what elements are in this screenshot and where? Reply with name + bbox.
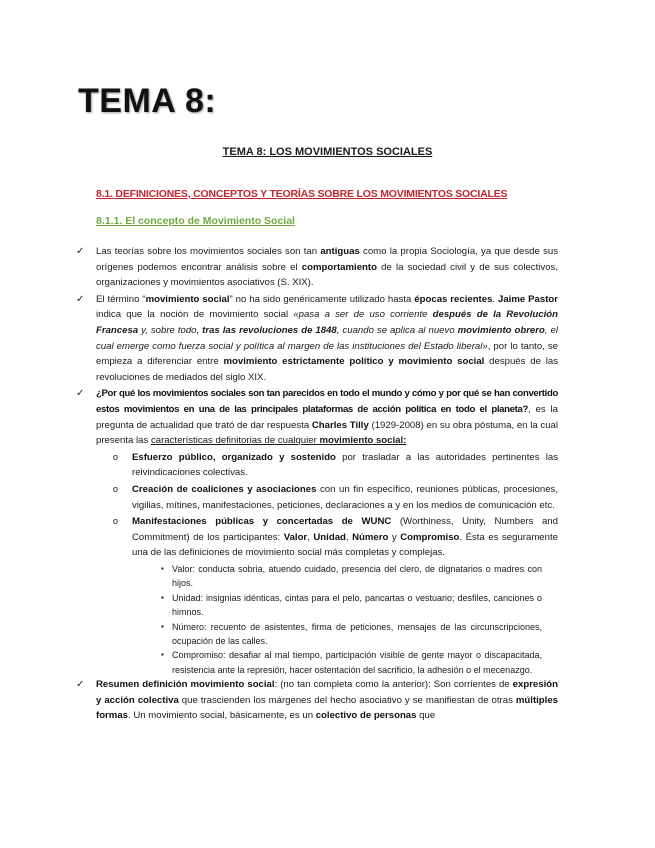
wunc-list: [161, 562, 542, 677]
underlined-bold-run: movimiento social:: [319, 435, 407, 447]
circle-bullet-icon: o: [113, 516, 119, 527]
list-item: [113, 482, 559, 513]
bold-run: Esfuerzo público, organizado y sostenido: [132, 451, 336, 463]
text-run: que: [416, 710, 436, 722]
document-subtitle: TEMA 8: LOS MOVIMIENTOS SOCIALES: [222, 146, 433, 158]
bold-run: múltiples formas: [96, 694, 559, 722]
text-run: Compromiso: desafiar al mal tiempo, participación visible de gente mayor o discapacitada, resistencia ante la represión, hacer ostentación del sacrificio, la adhesión o el mecenazgo.: [172, 650, 542, 675]
quote-run: , cuando se aplica al nuevo: [336, 324, 458, 336]
text-run: con un fin específico, reuniones públicas, procesiones, vigilias, mítines, manifestaciones, peticiones, declaraciones a y en los medios de comunicación etc.: [132, 483, 559, 511]
text-run: ” no ha sido genéricamente utilizado hasta: [229, 293, 415, 305]
text-run: de la sociedad civil y de sus colectivos, organizaciones y movimientos asociativos (S. XIX).: [96, 261, 558, 289]
quote-run: «pasa a ser de uso corriente: [293, 309, 433, 321]
bold-run: Resumen definición movimiento social: [96, 679, 275, 691]
list-item: [113, 514, 558, 561]
list-item: [161, 591, 542, 620]
text-run: después de las revoluciones de mediados del siglo XIX.: [96, 356, 558, 383]
quote-bold-run: movimiento obrero: [457, 324, 545, 336]
text-run: , por lo tanto, se empieza a diferenciar entre: [96, 340, 558, 368]
circle-bullet-icon: o: [113, 483, 119, 494]
author-name: Charles Tilly: [311, 419, 369, 431]
quote-run: y, sobre todo,: [138, 324, 203, 336]
bold-run: movimiento social: [145, 293, 230, 305]
bold-run: expresión y acción colectiva: [96, 679, 558, 706]
quote-bold-run: tras las revoluciones de 1848: [202, 324, 337, 336]
list-item: [113, 450, 558, 481]
square-bullet-icon: ▪: [161, 650, 164, 660]
list-item: [161, 562, 542, 591]
bold-run: movimiento estrictamente político y movimiento social: [223, 356, 485, 368]
text-run: y: [388, 531, 401, 543]
text-run: por trasladar a las autoridades pertinentes las reivindicaciones colectivas.: [132, 451, 558, 479]
bold-run: Compromiso: [400, 531, 460, 543]
list-item: [161, 648, 542, 677]
circle-bullet-icon: o: [113, 451, 119, 462]
text-run: Unidad: insignias idénticas, cintas para el pelo, pancartas o vestuario; desfiles, canciones o himnos.: [172, 592, 542, 618]
bold-run: ¿Por qué los movimientos sociales son tan parecidos en todo el mundo y cómo y por qué se han convertido estos movimientos en una de las principales plataformas de acción política en todo el planeta?: [96, 388, 558, 415]
checkmark-icon: ✓: [76, 246, 85, 257]
main-title: TEMA 8:: [78, 82, 217, 120]
paragraph-tilly-question: [76, 386, 558, 448]
quote-run: , el cual emerge como fuerza social y política al margen de las instituciones del Estado liberal»: [96, 324, 558, 352]
checkmark-icon: ✓: [76, 388, 85, 400]
square-bullet-icon: ▪: [161, 621, 164, 631]
bold-run: antiguas: [320, 246, 360, 257]
text-run: .: [492, 293, 499, 305]
text-run: Valor: conducta sobria, atuendo cuidado, presencia del clero, de dignatarios o madres con hijos.: [172, 563, 542, 589]
bold-run: épocas recientes: [414, 293, 493, 305]
text-run: como la propia Sociología, ya que desde sus orígenes podemos encontrar análisis sobre el: [96, 246, 558, 273]
checkmark-icon: ✓: [76, 679, 85, 691]
underlined-run: características definitorias de cualquier: [150, 435, 320, 447]
characteristics-list: [113, 450, 559, 677]
bold-run: Creación de coaliciones y asociaciones: [132, 483, 317, 495]
text-run: . Ésta es seguramente una de las definiciones de movimiento social más completas y complejas.: [132, 531, 558, 559]
quote-bold-run: después de la Revolución Francesa: [96, 309, 558, 336]
paragraph-theories: [76, 244, 558, 291]
text-run: Las teorías sobre los movimientos sociales son tan: [96, 246, 321, 257]
checkmark-icon: ✓: [76, 293, 85, 305]
body-text: [76, 244, 559, 725]
bold-run: Número: [352, 531, 389, 543]
author-name: Jaime Pastor: [498, 293, 559, 305]
bold-run: Manifestaciones públicas y concertadas de WUNC: [132, 516, 392, 528]
text-run: . Un movimiento social, básicamente, es un: [128, 710, 316, 722]
bold-run: colectivo de personas: [315, 710, 417, 722]
bold-run: Valor: [283, 531, 308, 543]
bold-run: Unidad: [313, 531, 346, 543]
text-run: (Worthiness, Unity, Numbers and Commitment) de los participantes:: [132, 516, 558, 543]
bold-run: comportamiento: [301, 261, 377, 273]
text-run: ,: [345, 531, 353, 543]
text-run: Número: recuento de asistentes, firma de peticiones, mensajes de las circunscripciones, ocupación de las calles.: [172, 621, 542, 646]
text-run: (1929-2008) en su obra póstuma, en la cual presenta las: [96, 419, 558, 447]
paragraph-term-definition: [76, 292, 559, 386]
paragraph-summary-definition: [76, 677, 559, 724]
list-item: [161, 620, 542, 649]
text-run: , es la pregunta de actualidad que trató de dar respuesta: [96, 403, 558, 431]
text-run: : (no tan completa como la anterior): Son corrientes de: [274, 679, 513, 691]
text-run: que trascienden los márgenes del hecho asociativo y se manifiestan de otras: [178, 694, 516, 706]
text-run: ,: [307, 531, 314, 543]
subsection-heading: 8.1.1. El concepto de Movimiento Social: [96, 215, 295, 227]
square-bullet-icon: ▪: [161, 563, 164, 573]
square-bullet-icon: ▪: [161, 592, 164, 602]
section-heading: 8.1. DEFINICIONES, CONCEPTOS Y TEORÍAS SOBRE LOS MOVIMIENTOS SOCIALES: [96, 188, 508, 200]
text-run: indica que la noción de movimiento social: [96, 309, 294, 321]
text-run: El término “: [96, 293, 146, 305]
